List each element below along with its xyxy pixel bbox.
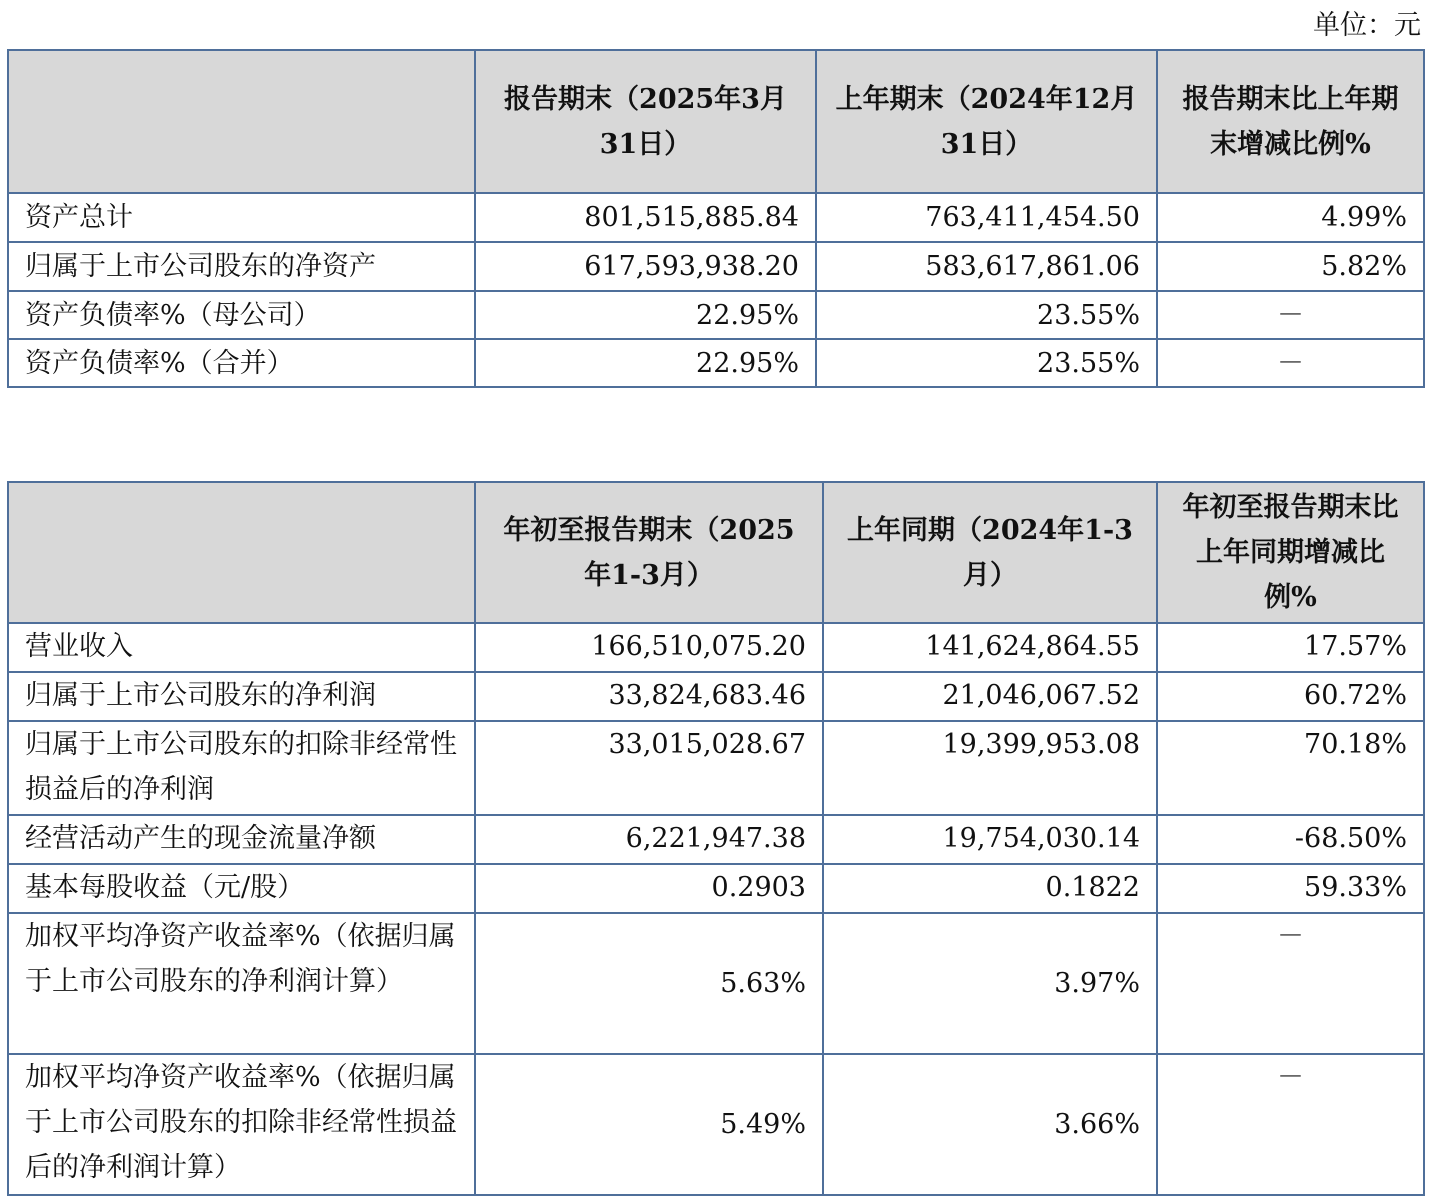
header-blank — [8, 482, 475, 623]
value-previous: 141,624,864.55 — [823, 623, 1157, 672]
row-label: 经营活动产生的现金流量净额 — [8, 815, 475, 864]
value-current: 5.49% — [475, 1054, 823, 1195]
balance-summary-table — [7, 49, 1425, 388]
header-ytd: 年初至报告期末（2025年1-3月） — [475, 482, 823, 623]
value-change: － — [1157, 1054, 1424, 1195]
value-current: 617,593,938.20 — [475, 242, 816, 291]
value-change: 17.57% — [1157, 623, 1424, 672]
value-change: － — [1157, 339, 1424, 387]
table-row — [8, 193, 1424, 242]
value-change: 59.33% — [1157, 864, 1424, 913]
table-row — [8, 291, 1424, 339]
value-previous: 19,754,030.14 — [823, 815, 1157, 864]
table-row — [8, 1054, 1424, 1195]
value-current: 801,515,885.84 — [475, 193, 816, 242]
header-prior-year-end: 上年期末（2024年12月31日） — [816, 50, 1157, 193]
header-blank — [8, 50, 475, 193]
table-row — [8, 721, 1424, 815]
value-current: 33,015,028.67 — [475, 721, 823, 815]
value-change: -68.50% — [1157, 815, 1424, 864]
value-change: 5.82% — [1157, 242, 1424, 291]
value-change: － — [1157, 913, 1424, 1054]
value-current: 22.95% — [475, 291, 816, 339]
row-label: 归属于上市公司股东的扣除非经常性损益后的净利润 — [8, 721, 475, 815]
value-previous: 23.55% — [816, 291, 1157, 339]
value-previous: 19,399,953.08 — [823, 721, 1157, 815]
table-row — [8, 864, 1424, 913]
income-summary-table — [7, 481, 1425, 1196]
value-current: 5.63% — [475, 913, 823, 1054]
value-current: 166,510,075.20 — [475, 623, 823, 672]
value-previous: 21,046,067.52 — [823, 672, 1157, 721]
value-previous: 3.66% — [823, 1054, 1157, 1195]
value-current: 0.2903 — [475, 864, 823, 913]
row-label: 资产负债率%（母公司） — [8, 291, 475, 339]
table-row — [8, 339, 1424, 387]
table-row — [8, 815, 1424, 864]
unit-label: 单位：元 — [1313, 10, 1421, 41]
table-row — [8, 242, 1424, 291]
header-period-end: 报告期末（2025年3月31日） — [475, 50, 816, 193]
row-label: 营业收入 — [8, 623, 475, 672]
value-current: 33,824,683.46 — [475, 672, 823, 721]
table-row — [8, 623, 1424, 672]
value-current: 22.95% — [475, 339, 816, 387]
row-label: 加权平均净资产收益率%（依据归属于上市公司股东的扣除非经常性损益后的净利润计算） — [8, 1054, 475, 1195]
value-previous: 3.97% — [823, 913, 1157, 1054]
table-row — [8, 913, 1424, 1054]
value-previous: 23.55% — [816, 339, 1157, 387]
row-label: 归属于上市公司股东的净资产 — [8, 242, 475, 291]
value-change: 60.72% — [1157, 672, 1424, 721]
table-header-row — [8, 50, 1424, 193]
row-label: 加权平均净资产收益率%（依据归属于上市公司股东的净利润计算） — [8, 913, 475, 1054]
header-prior-period: 上年同期（2024年1-3月） — [823, 482, 1157, 623]
value-change: － — [1157, 291, 1424, 339]
table-row — [8, 672, 1424, 721]
row-label: 资产总计 — [8, 193, 475, 242]
row-label: 资产负债率%（合并） — [8, 339, 475, 387]
value-change: 70.18% — [1157, 721, 1424, 815]
value-current: 6,221,947.38 — [475, 815, 823, 864]
header-change-ratio: 年初至报告期末比上年同期增减比例% — [1157, 482, 1424, 623]
table-header-row — [8, 482, 1424, 623]
value-change: 4.99% — [1157, 193, 1424, 242]
header-change-ratio: 报告期末比上年期末增减比例% — [1157, 50, 1424, 193]
row-label: 归属于上市公司股东的净利润 — [8, 672, 475, 721]
value-previous: 0.1822 — [823, 864, 1157, 913]
row-label: 基本每股收益（元/股） — [8, 864, 475, 913]
value-previous: 763,411,454.50 — [816, 193, 1157, 242]
value-previous: 583,617,861.06 — [816, 242, 1157, 291]
